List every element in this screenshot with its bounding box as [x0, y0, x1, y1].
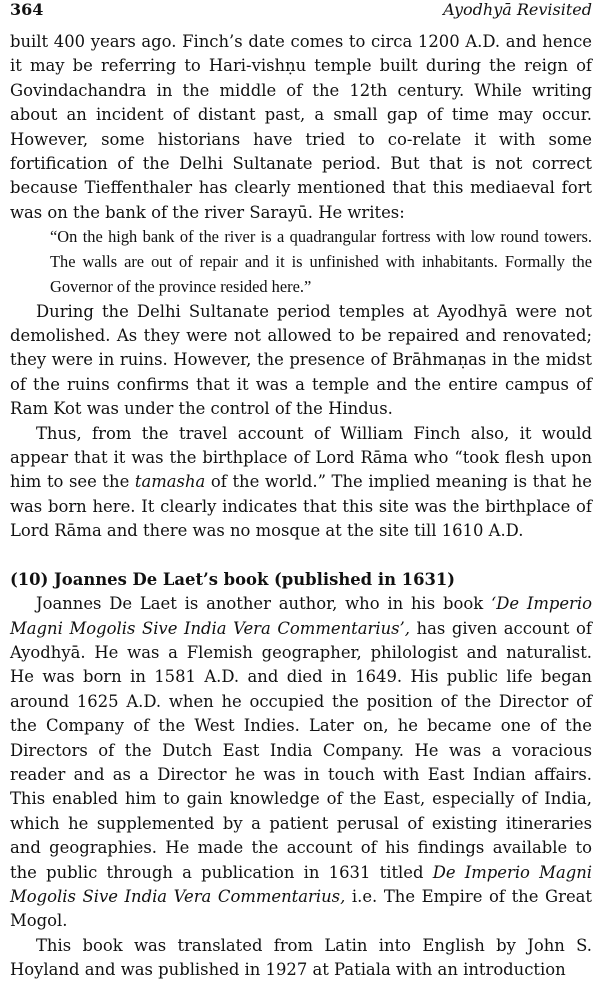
block-quote-text: “On the high bank of the river is a quadrangular fortress with low round towers. The walls are out of repair and it is unfinished with inhabitants. Formally the Governor of the province resided here.” [50, 227, 592, 296]
page-body [10, 30, 592, 983]
paragraph-continuation: built 400 years ago. Finch’s date comes to circa 1200 A.D. and hence it may be referring to Hari-vishṇu temple built during the reign of Govindachandra in the middle of the 12th century. While writing about an incident of distant past, a small gap of time may occur. However, some historians have tried to co-relate it with some fortification of the Delhi Sultanate period. But that is not correct because Tieffenthaler has clearly mentioned that this mediaeval fort was on the bank of the river Sarayū. He writes: [10, 32, 592, 222]
running-title: Ayodhyā Revisited [443, 0, 592, 19]
section-spacer [10, 544, 592, 568]
paragraph-de-laet [10, 592, 592, 934]
paragraph-sultanate: During the Delhi Sultanate period temples at Ayodhyā were not demolished. As they were not allowed to be repaired and renovated; they were in ruins. However, the presence of Brāhmaṇas in the midst of the ruins confirms that it was a temple and the entire campus of Ram Kot was under the control of the Hindus. [10, 301, 592, 419]
text-run: Thus, from the travel account of William Finch also, it would appear that it was the birthplace of Lord Rāma who “took flesh upon him to see the [10, 423, 592, 492]
page-number: 364 [10, 0, 44, 19]
block-quote [10, 225, 592, 299]
italic-term: tamasha [134, 472, 206, 492]
book-title-italic: De Imperio Magni Mogolis Sive India Vera Commentarius, [10, 862, 593, 906]
text-run: has given account of Ayodhyā. He was a Flemish geographer, philologist and naturalist. He was born in 1581 A.D. and died in 1649. His public life began around 1625 A.D. when he occupied the position of the Director of the Company of the West Indies. Later on, he became one of the Directors of the Dutch East India Company. He was a voracious reader and as a Director he was in touch with East Indian affairs. This enabled him to gain knowledge of the East, especially of India, which he supplemented by a patient perusal of existing itineraries and geographies. He made the account of his findings available to the public through a publication in 1631 titled [10, 618, 592, 882]
page-header [10, 0, 592, 30]
text-run: of the world.” The implied meaning is that he was born here. It clearly indicates that this site was the birthplace of Lord Rāma and there was no mosque at the site till 1610 A.D. [10, 472, 592, 541]
text-run: i.e. The Empire of the Great Mogol. [10, 886, 593, 931]
text-run: Joannes De Laet is another author, who in his book [36, 594, 491, 614]
section-heading: (10) Joannes De Laet’s book (published in 1631) [10, 569, 456, 589]
book-title-italic: ‘De Imperio Magni Mogolis Sive India Vera Commentarius’, [10, 594, 592, 638]
paragraph-translation: This book was translated from Latin into English by John S. Hoyland and was published in 1927 at Patiala with an introduction [10, 935, 592, 980]
paragraph-finch-conclusion [10, 422, 592, 544]
